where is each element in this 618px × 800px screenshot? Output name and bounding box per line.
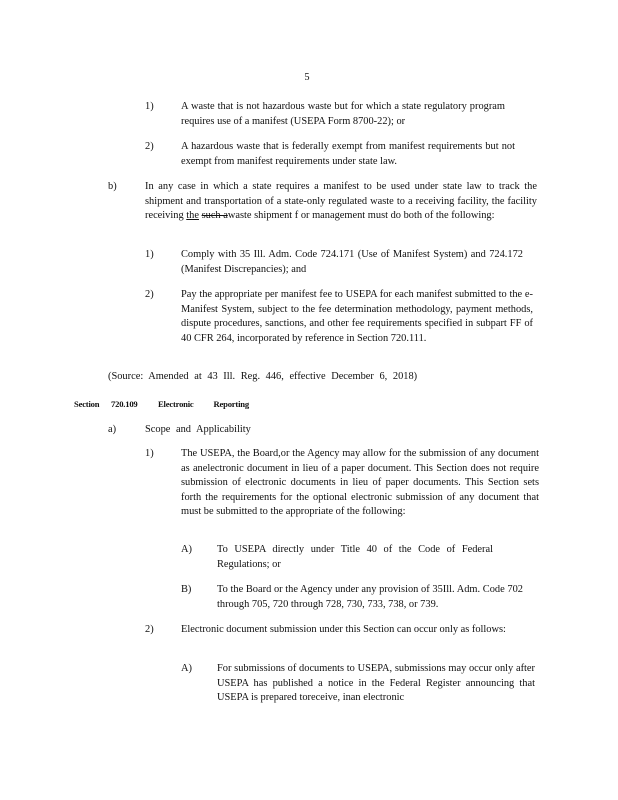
item-1-text: A waste that is not hazardous waste but for which a state regulatory program requires use of a manifest (USEPA Form 8700-22); or xyxy=(181,101,505,127)
subsection-b-label: b) xyxy=(108,181,117,192)
section-prefix: Section xyxy=(74,399,100,409)
item-a1-text: The USEPA, the Board,or the Agency may allow for the submission of any document as anelectronic document in lieu of a paper document. This Section does not require submission of electronic documents in lieu of paper documents. This Section sets forth the requirements for the optional electronic submission of any document that must be submitted to the appropriate of the following: xyxy=(181,448,539,517)
section-title: Electronic Reporting xyxy=(158,399,249,409)
item-b1-text: Comply with 35 Ill. Adm. Code 724.171 (Use of Manifest System) and 724.172 (Manifest Discrepancies); and xyxy=(181,249,523,275)
source-note: (Source: Amended at 43 Ill. Reg. 446, effective December 6, 2018) xyxy=(108,371,418,382)
page-number: 5 xyxy=(304,72,310,83)
item-a2A-label: A) xyxy=(181,663,192,674)
subsection-b-text-after: waste shipment f or management must do both of the following: xyxy=(227,210,495,221)
subsection-a-label: a) xyxy=(108,424,117,435)
deleted-text: such a xyxy=(201,210,228,221)
item-B-label: B) xyxy=(181,584,192,595)
inserted-text: the xyxy=(186,210,199,221)
item-1-label: 1) xyxy=(145,101,154,112)
item-b2-label: 2) xyxy=(145,289,154,300)
item-b2-text: Pay the appropriate per manifest fee to USEPA for each manifest submitted to the e-Manifest System, subject to the fee determination methodology, payment methods, dispute procedures, sanctions, and other fee requirements specified in subpart FF of 40 CFR 264, incorporated by reference in Section 720.111. xyxy=(181,289,533,344)
subsection-a-title: Scope and Applicability xyxy=(145,424,251,435)
item-2-label: 2) xyxy=(145,141,154,152)
subsection-b-text-before: In any case in which a state requires a manifest to be used under state law to track the shipment and transportation of a state-only regulated waste to a receiving facility, the facility receiving xyxy=(145,181,537,221)
item-A-text: To USEPA directly under Title 40 of the Code of Federal Regulations; or xyxy=(217,544,493,570)
item-b1-label: 1) xyxy=(145,249,154,260)
item-a1-label: 1) xyxy=(145,448,154,459)
item-2-text: A hazardous waste that is federally exempt from manifest requirements but not exempt from manifest requirements under state law. xyxy=(181,141,515,167)
section-number: 720.109 xyxy=(111,399,138,409)
item-a2A-text: For submissions of documents to USEPA, submissions may occur only after USEPA has published a notice in the Federal Register announcing that USEPA is prepared toreceive, inan electronic xyxy=(217,663,535,703)
item-a2-label: 2) xyxy=(145,624,154,635)
item-B-text: To the Board or the Agency under any provision of 35Ill. Adm. Code 702 through 705, 720 through 728, 730, 733, 738, or 739. xyxy=(217,584,523,610)
item-a2-text: Electronic document submission under this Section can occur only as follows: xyxy=(181,624,506,635)
item-A-label: A) xyxy=(181,544,192,555)
subsection-b-text xyxy=(145,180,537,224)
